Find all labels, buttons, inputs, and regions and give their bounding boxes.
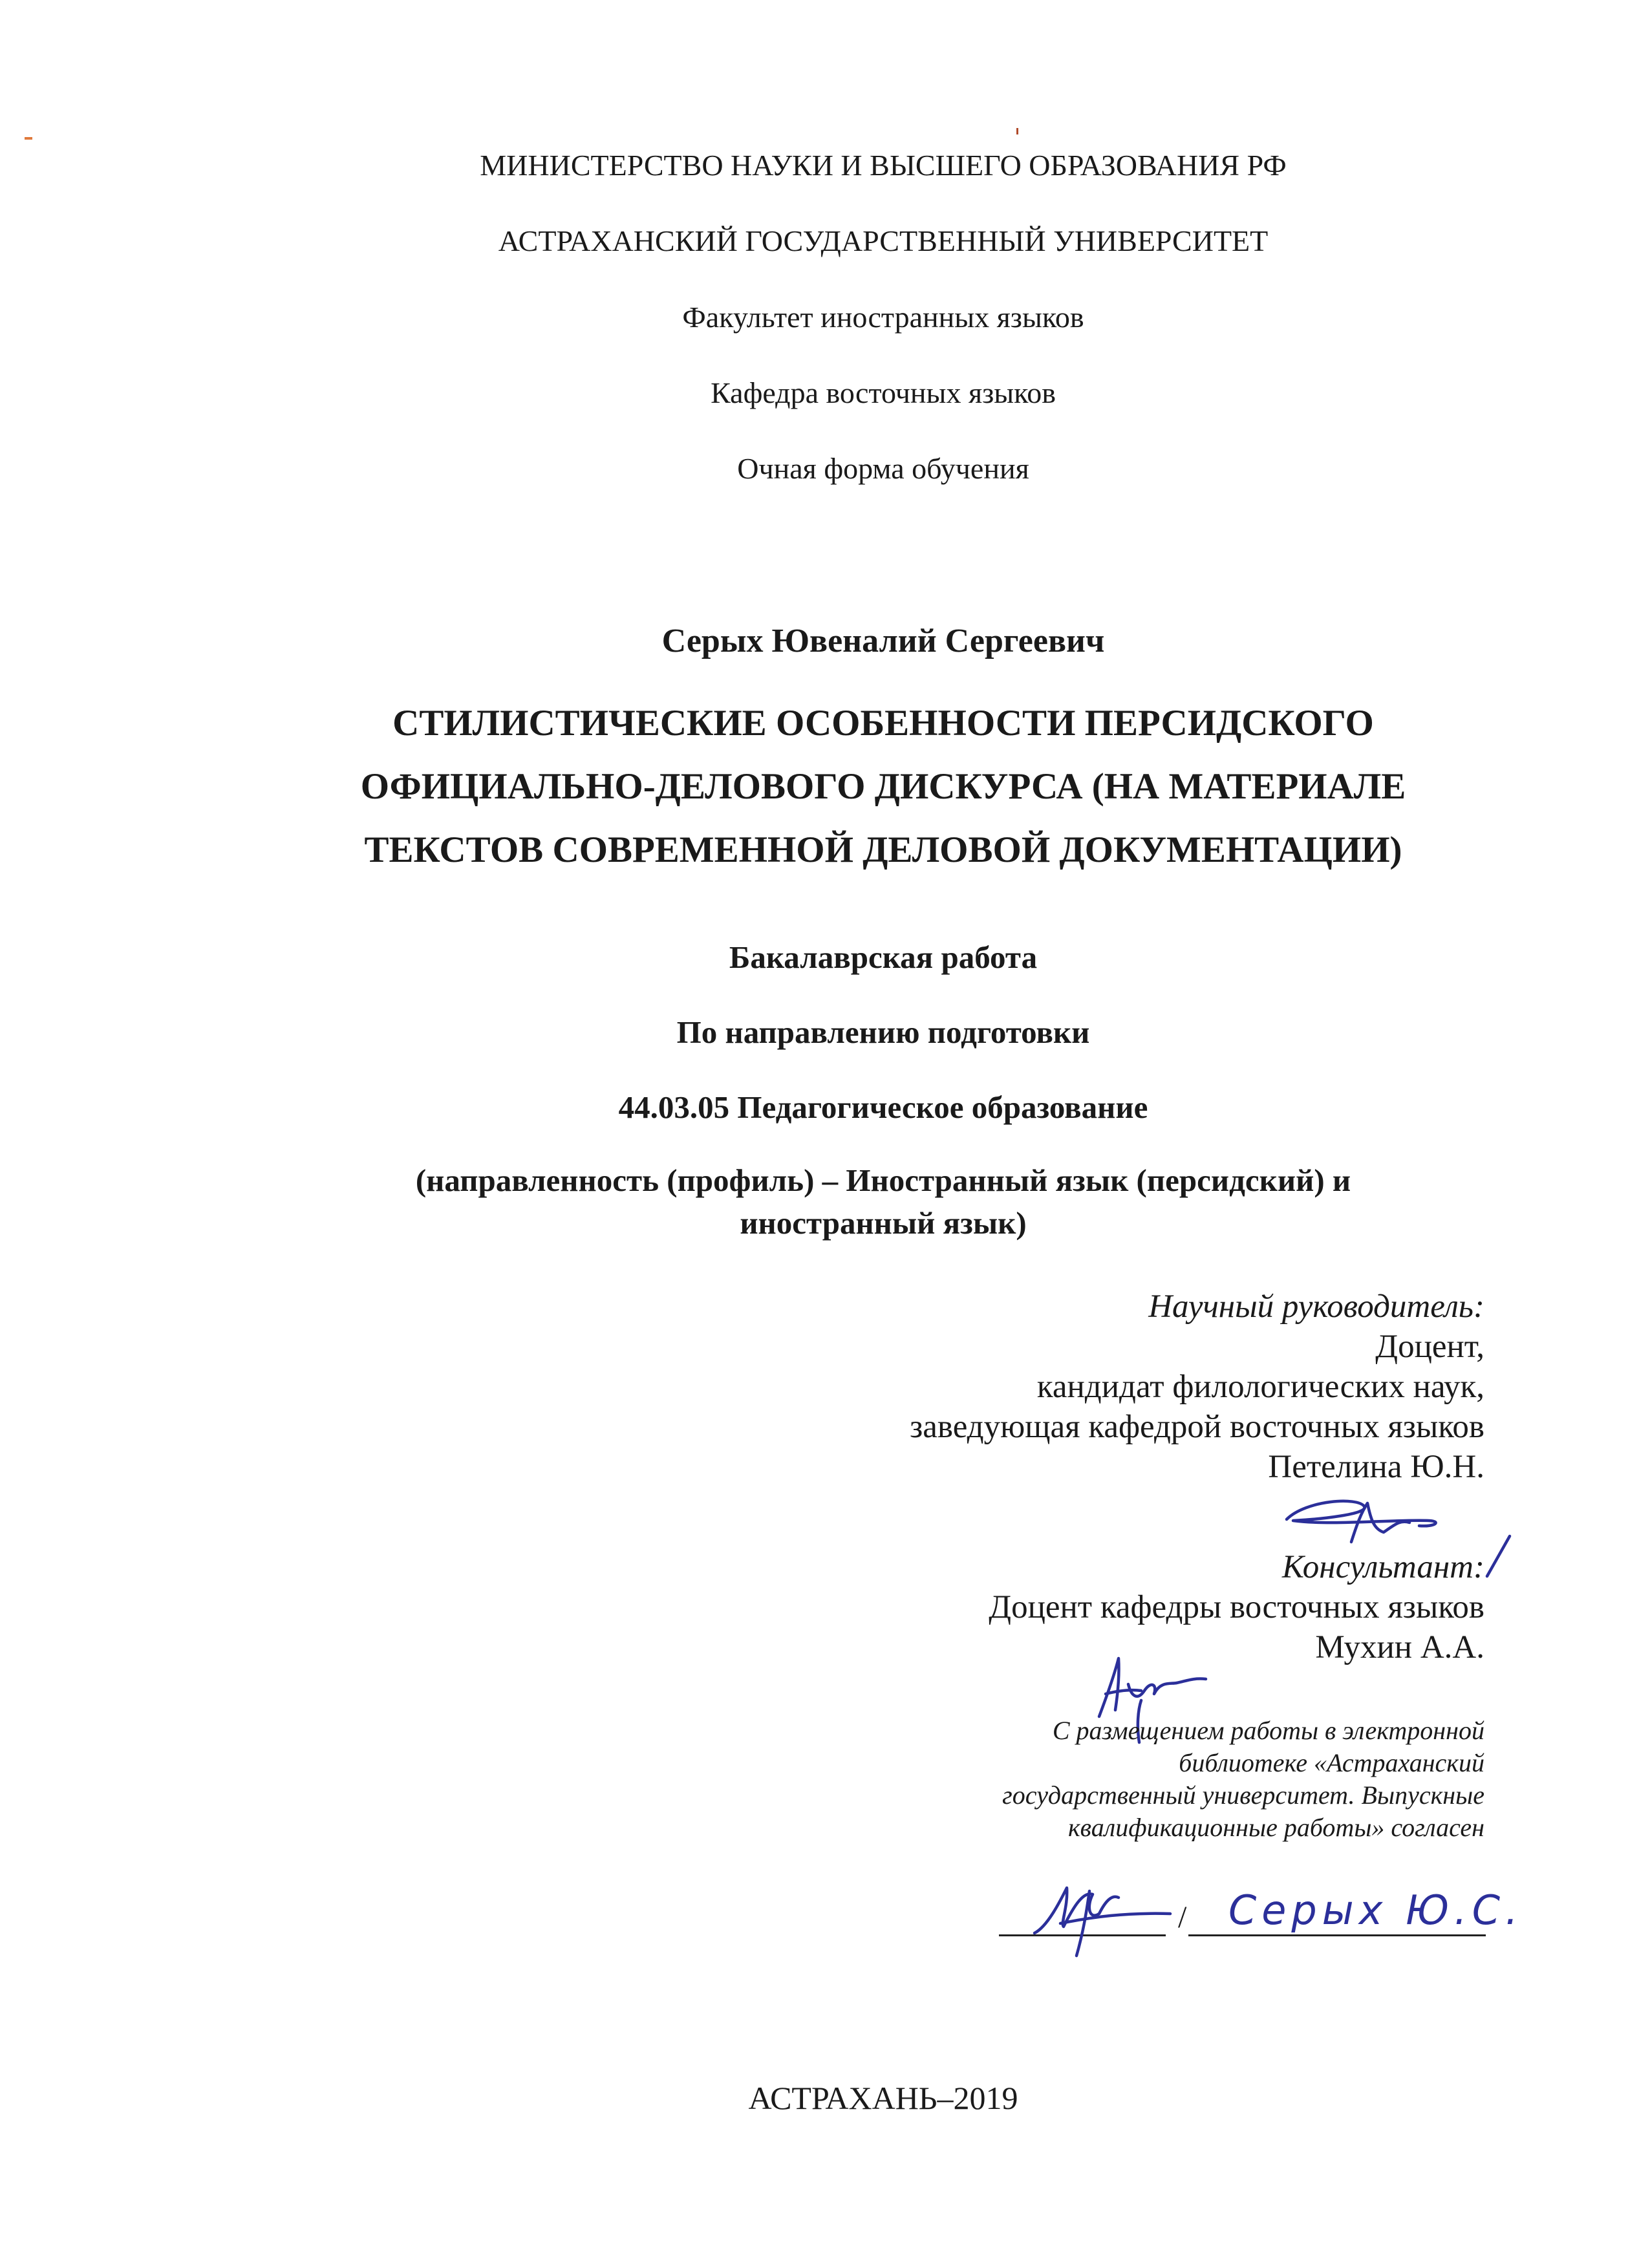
consent-line: библиотеке «Астраханский xyxy=(1179,1748,1484,1777)
consultant-check-mark xyxy=(1481,1531,1519,1583)
supervisor-label: Научный руководитель: xyxy=(1148,1289,1484,1325)
supervisor-name: Петелина Ю.Н. xyxy=(1268,1449,1484,1485)
student-handwritten-name: Серых Ю.С. xyxy=(1228,1887,1523,1934)
consultant-position: Доцент кафедры восточных языков xyxy=(989,1589,1484,1625)
signature-separator: / xyxy=(1178,1900,1187,1934)
thesis-title-line: СТИЛИСТИЧЕСКИЕ ОСОБЕННОСТИ ПЕРСИДСКОГО xyxy=(392,703,1374,744)
scan-mark xyxy=(25,137,32,140)
profile-line: иностранный язык) xyxy=(740,1205,1027,1241)
supervisor-block xyxy=(910,1287,1484,1487)
student-signature xyxy=(1022,1862,1177,1959)
thesis-title-line: ТЕКСТОВ СОВРЕМЕННОЙ ДЕЛОВОЙ ДОКУМЕНТАЦИИ) xyxy=(364,829,1402,870)
study-form: Очная форма обучения xyxy=(737,452,1029,485)
consultant-label: Консультант: xyxy=(1281,1549,1484,1585)
university-name: АСТРАХАНСКИЙ ГОСУДАРСТВЕННЫЙ УНИВЕРСИТЕТ xyxy=(498,224,1269,257)
direction-label: По направлению подготовки xyxy=(676,1014,1090,1050)
profile-line: (направленность (профиль) – Иностранный язык (персидский) и xyxy=(415,1162,1351,1198)
thesis-title xyxy=(178,692,1588,882)
consent-block xyxy=(1002,1715,1484,1844)
profile-text xyxy=(178,1159,1588,1245)
author-name: Серых Ювеналий Сергеевич xyxy=(661,623,1105,659)
direction-code: 44.03.05 Педагогическое образование xyxy=(618,1089,1148,1125)
consent-line: государственный университет. Выпускные xyxy=(1002,1781,1484,1810)
thesis-title-line: ОФИЦИАЛЬНО-ДЕЛОВОГО ДИСКУРСА (НА МАТЕРИАЛЕ xyxy=(360,766,1406,807)
consent-line: квалификационные работы» согласен xyxy=(1067,1813,1484,1842)
faculty-name: Факультет иностранных языков xyxy=(682,301,1084,334)
supervisor-degree: кандидат филологических наук, xyxy=(1036,1369,1484,1405)
consent-line: С размещением работы в электронной xyxy=(1052,1716,1484,1745)
work-type: Бакалаврская работа xyxy=(729,939,1038,975)
ministry-name: МИНИСТЕРСТВО НАУКИ И ВЫСШЕГО ОБРАЗОВАНИЯ РФ xyxy=(480,149,1287,182)
supervisor-role: заведующая кафедрой восточных языков xyxy=(910,1409,1484,1445)
name-underline xyxy=(1188,1934,1486,1936)
city-year: АСТРАХАНЬ–2019 xyxy=(748,2080,1018,2116)
department-name: Кафедра восточных языков xyxy=(711,376,1056,409)
consultant-name: Мухин А.А. xyxy=(1315,1629,1484,1665)
consultant-block xyxy=(989,1547,1484,1667)
supervisor-signature xyxy=(1280,1481,1448,1558)
supervisor-position: Доцент, xyxy=(1375,1329,1484,1365)
scan-mark xyxy=(1016,128,1018,134)
